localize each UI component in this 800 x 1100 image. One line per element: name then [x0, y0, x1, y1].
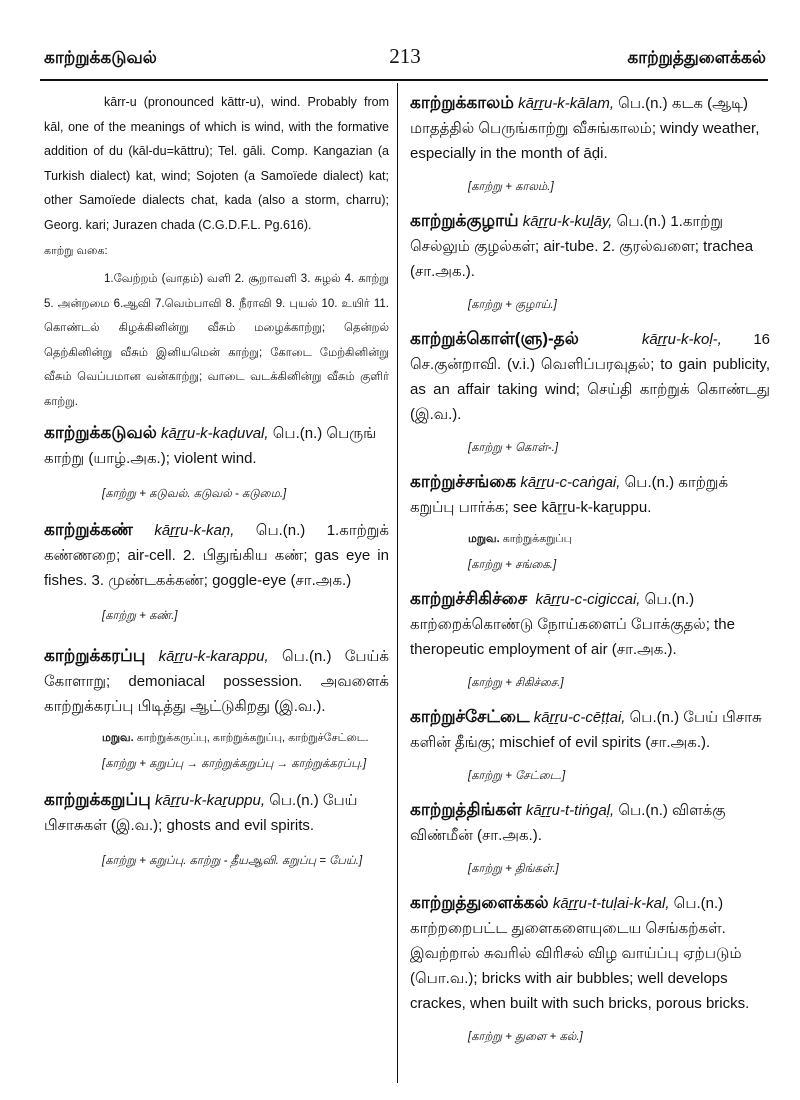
entry-text — [410, 797, 770, 848]
definition: பெ.(n.) பேய் பிசாசு களின் தீங்கு; mischief of evil spirits (சா.அக.). — [410, 709, 762, 751]
transliteration: kāṟṟu-k-karappu, — [158, 648, 269, 665]
entry-text — [44, 643, 389, 719]
headword: காற்றுக்காலம் — [410, 93, 514, 112]
dictionary-entry — [410, 704, 770, 785]
definition: பெ.(n.) காற்றறைபட்ட துளைகளையுடைய செங்கற்கள். இவற்றால் சுவரில் விரிசல் விழ வாய்ப்பு ஏற்படும் (பொ.வ.); bricks with air bubbles; well develops crackes, when built with such bricks, porous bricks. — [410, 895, 750, 1012]
dictionary-entry — [44, 517, 389, 625]
column-divider — [397, 83, 398, 1083]
definition: 16 செ.குன்றாவி. (v.i.) வெளிப்பரவுதல்; to gain publicity, as an affair taking wind; செய்தி காற்றுக் கொண்டது (இ.வ.). — [410, 331, 770, 423]
headword: காற்றுக்கண் — [44, 520, 133, 539]
transliteration: kāṟṟu-k-kaṟuppu, — [154, 792, 266, 809]
definition: பெ.(n.) கடக (ஆடி) மாதத்தில் பெருங்காற்று வீசுங்காலம்; windy weather, especially in the month of āḍi. — [410, 95, 760, 162]
transliteration: kāṟṟu-c-cēṭṭai, — [533, 709, 626, 726]
headword: காற்றுத்துளைக்கல் — [410, 893, 549, 912]
page-number: 213 — [389, 44, 421, 68]
right-column — [410, 90, 770, 1046]
headword: காற்றுக்குழாய் — [410, 211, 519, 230]
derivation: [காற்று + சிகிச்சை.] — [468, 677, 564, 689]
derivation: [காற்று + காலம்.] — [468, 181, 554, 193]
headword: காற்றுக்கறுப்பு — [44, 790, 151, 809]
transliteration: kāṟṟu-t-tuḷai-k-kal, — [552, 895, 670, 912]
definition: பெ.(n.) பேய்க் கோளாறு; demoniacal possession. அவளைக் காற்றுக்கரப்பு பிடித்து ஆட்டுகிறது (இ.வ.). — [44, 648, 389, 715]
headword: காற்றுச்சங்கை — [410, 472, 517, 491]
entry-text — [410, 469, 770, 520]
derivation: [காற்று + கடுவல். கடுவல் - கடுமை.] — [102, 488, 287, 500]
derivation: [காற்று + சேட்டை.] — [468, 770, 566, 782]
dictionary-entry — [410, 469, 770, 574]
entry-text — [44, 787, 389, 838]
derivation: [காற்று + திங்கள்.] — [468, 863, 559, 875]
transliteration: kāṟṟu-c-caṅgai, — [520, 474, 621, 491]
entry-text — [44, 517, 389, 593]
synonyms — [44, 729, 389, 747]
transliteration: kāṟṟu-k-kaṇ, — [154, 522, 235, 539]
synonyms-list: காற்றுக்கறுப்பு — [502, 533, 572, 545]
synonyms-label: மறுவ. — [468, 533, 500, 545]
synonyms — [410, 530, 770, 548]
headword: காற்றுத்திங்கள் — [410, 800, 522, 819]
dictionary-entry — [410, 326, 770, 457]
derivation: [காற்று + கறுப்பு. காற்று - தீயஆவி. கறுப்பு = பேய்.] — [102, 855, 363, 867]
transliteration: kāṟṟu-k-kuḻāy, — [522, 213, 613, 230]
derivation: [காற்று + குழாய்.] — [468, 299, 557, 311]
synonyms-label: மறுவ. — [102, 732, 134, 744]
headword: காற்றுக்கடுவல் — [44, 423, 157, 442]
derivation: [காற்று + கொள்-.] — [468, 442, 559, 454]
definition: பெ.(n.) பெருங் காற்று (யாழ்.அக.); violent wind. — [44, 425, 377, 467]
headword: காற்றுக்கொள்(ளு)-தல் — [410, 329, 579, 348]
entry-text — [410, 890, 770, 1016]
definition: பெ.(n.) விளக்கு விண்மீன் (சா.அக.). — [410, 802, 726, 844]
left-guide-word: காற்றுக்கடுவல் — [44, 48, 157, 67]
derivation: [காற்று + துளை + கல்.] — [468, 1031, 583, 1043]
transliteration: kāṟṟu-t-tiṅgaḷ, — [525, 802, 615, 819]
definition: பெ.(n.) 1.காற்றுக் கண்ணறை; air-cell. 2. பிதுங்கிய கண்; gas eye in fishes. 3. முண்டகக்கண்; goggle-eye (சா.அக.) — [44, 522, 389, 589]
entry-text — [410, 586, 770, 662]
definition: பெ.(n.) காற்றுக் கறுப்பு பார்க்க; see kāṟṟu-k-kaṟuppu. — [410, 474, 729, 516]
headword: காற்றுக்கரப்பு — [44, 646, 146, 665]
types-heading: காற்று வகை: — [44, 245, 108, 257]
entry-text — [410, 208, 770, 284]
types-paragraph: 1.வேற்றம் (வாதம்) வளி 2. சூறாவளி 3. சுழல் 4. காற்று 5. அன்றமை 6.ஆவி 7.வெம்பாவி 8. நீராவி 9. புயல் 10. உயிர் 11. கொண்டல் கிழக்கினின்று வீசும் மழைக்காற்று; தென்றல் தெற்கினின்று வீசும் இனியமென் காற்று; கோடை மேற்கினின்று வீசும் வெப்பமான வன்காற்று; வாடை வடக்கினின்று வீசும் குளிர் காற்று. — [44, 273, 389, 408]
entry-text — [410, 90, 770, 166]
dictionary-entry — [44, 787, 389, 870]
derivation: [காற்று + சங்கை.] — [468, 559, 557, 571]
dictionary-entry — [410, 586, 770, 692]
synonyms-list: காற்றுக்கருப்பு, காற்றுக்கறுப்பு, காற்றுச்சேட்டை. — [136, 732, 369, 744]
transliteration: kāṟṟu-k-kālam, — [518, 95, 614, 112]
entry-text — [44, 420, 389, 471]
header-rule — [40, 79, 768, 81]
dictionary-entry — [44, 643, 389, 773]
transliteration: kāṟṟu-k-koḷ-, — [641, 331, 722, 348]
transliteration: kāṟṟu-k-kaḍuval, — [161, 425, 269, 442]
etymology-paragraph: kārr-u (pronounced kāttr-u), wind. Probably from kāl, one of the meanings of which is wind, with the formative addition of du (kāl-du=kāttru); Tel. gāli. Comp. Kangazian (a Turkish dialect) kat, wind; Sojoten (a Samoïede dialect) kat; other Samoïede dialects chat, kada (also a storm, charru); Georg. kari; Jurazen chada (C.G.D.F.L. Pg.616). — [44, 95, 389, 232]
headword: காற்றுச்சிகிச்சை — [410, 589, 528, 608]
dictionary-entry — [410, 90, 770, 196]
dictionary-entry — [410, 208, 770, 314]
right-guide-word: காற்றுத்துளைக்கல் — [627, 48, 766, 67]
dictionary-entry — [44, 420, 389, 503]
definition: பெ.(n.) 1.காற்று செல்லும் குழல்கள்; air-tube. 2. குரல்வளை; trachea (சா.அக.). — [410, 213, 754, 280]
derivation: [காற்று + கண்.] — [102, 610, 178, 622]
definition: பெ.(n.) காற்றைக்கொண்டு நோய்களைப் போக்குதல்; the theropeutic employment of air (சா.அக.). — [410, 591, 735, 658]
dictionary-entry — [410, 890, 770, 1046]
definition: பெ.(n.) பேய் பிசாசுகள் (இ.வ.); ghosts and evil spirits. — [44, 792, 358, 834]
headword: காற்றுச்சேட்டை — [410, 707, 530, 726]
derivation: [காற்று + கறுப்பு → காற்றுக்கறுப்பு → காற்றுக்கரப்பு.] — [102, 758, 367, 770]
entry-text — [410, 326, 770, 427]
transliteration: kāṟṟu-c-cigiccai, — [535, 591, 641, 608]
left-column — [44, 90, 389, 870]
dictionary-entry — [410, 797, 770, 878]
page-header — [44, 44, 766, 74]
entry-text — [410, 704, 770, 755]
